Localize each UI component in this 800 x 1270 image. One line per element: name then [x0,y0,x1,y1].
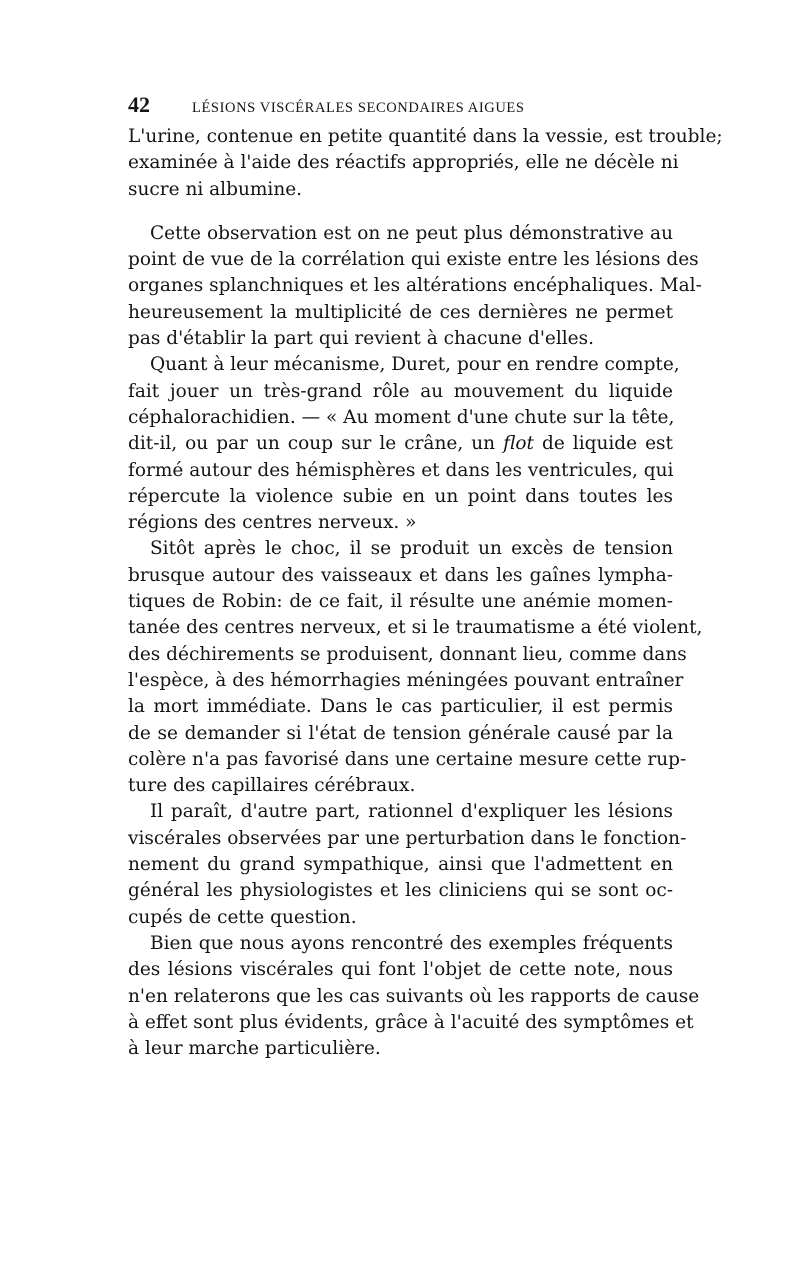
running-header [128,92,673,122]
text-fragment: de liquide est [533,433,673,455]
text-line: tiques de Robin: de ce fait, il résulte une anémie momen- [128,591,673,613]
text-line: nement du grand sympathique, ainsi que l'admettent en [128,854,673,876]
text-line: Cette observation est on ne peut plus démonstrative au [150,222,673,244]
text-line: L'urine, contenue en petite quantité dans la vessie, est trouble; [128,126,723,147]
text-line: Quant à leur mécanisme, Duret, pour en rendre compte, [150,354,680,376]
paragraph-mecanisme [128,352,680,536]
text-line: régions des centres nerveux. » [128,512,417,534]
text-line: de se demander si l'état de tension générale causé par la [128,722,673,744]
text-line: à effet sont plus évidents, grâce à l'acuité des symptômes et [128,1011,694,1033]
running-title: LÉSIONS VISCÉRALES SECONDAIRES AIGUES [192,100,525,116]
text-line: heureusement la multiplicité de ces dernières ne permet [128,301,673,323]
italic-term: flot [503,433,534,455]
text-line: général les physiologistes et les cliniciens qui se sont oc- [128,880,673,902]
text-line: colère n'a pas favorisé dans une certaine mesure cette rup- [128,748,687,770]
text-line: céphalorachidien. — « Au moment d'une chute sur la tête, [128,406,675,428]
paragraph-choc [128,536,703,799]
text-line: fait jouer un très-grand rôle au mouvement du liquide [128,380,673,402]
paragraph-sympathique [128,799,687,930]
text-line: ture des capillaires cérébraux. [128,775,416,797]
text-line: répercute la violence subie en un point dans toutes les [128,485,673,507]
text-line: Il paraît, d'autre part, rationnel d'expliquer les lésions [150,801,673,823]
text-line: Sitôt après le choc, il se produit un excès de tension [150,538,673,560]
text-line: formé autour des hémisphères et dans les ventricules, qui [128,459,674,481]
body-text [128,124,723,1062]
text-line: l'espèce, à des hémorrhagies méningées pouvant entraîner [128,669,684,691]
paragraph-exemples [128,931,700,1062]
text-line: organes splanchniques et les altérations encéphaliques. Mal- [128,275,702,297]
text-fragment: dit-il, ou par un coup sur le crâne, un [128,433,504,455]
paragraph-observation [128,221,702,352]
text-line: viscérales observées par une perturbation dans le fonction- [128,827,687,849]
text-line: point de vue de la corrélation qui existe entre les lésions des [128,249,699,271]
page-number: 42 [128,92,150,117]
text-line: cupés de cette question. [128,906,357,928]
text-line: n'en relaterons que les cas suivants où les rapports de cause [128,985,700,1007]
text-line: Bien que nous ayons rencontré des exemples fréquents [150,932,673,954]
text-line: tanée des centres nerveux, et si le traumatisme a été violent, [128,617,703,639]
text-line [128,431,673,457]
text-line: pas d'établir la part qui revient à chacune d'elles. [128,328,595,350]
text-line: à leur marche particulière. [128,1038,381,1060]
text-line: des lésions viscérales qui font l'objet de cette note, nous [128,959,673,981]
text-line: la mort immédiate. Dans le cas particulier, il est permis [128,696,673,718]
text-line: brusque autour des vaisseaux et dans les gaînes lympha- [128,564,673,586]
book-page [128,92,723,1062]
text-line: examinée à l'aide des réactifs appropriés, elle ne décèle ni [128,152,679,174]
text-line: sucre ni albumine. [128,178,303,200]
paragraph-urine [128,124,723,203]
text-line: des déchirements se produisent, donnant lieu, comme dans [128,643,687,665]
